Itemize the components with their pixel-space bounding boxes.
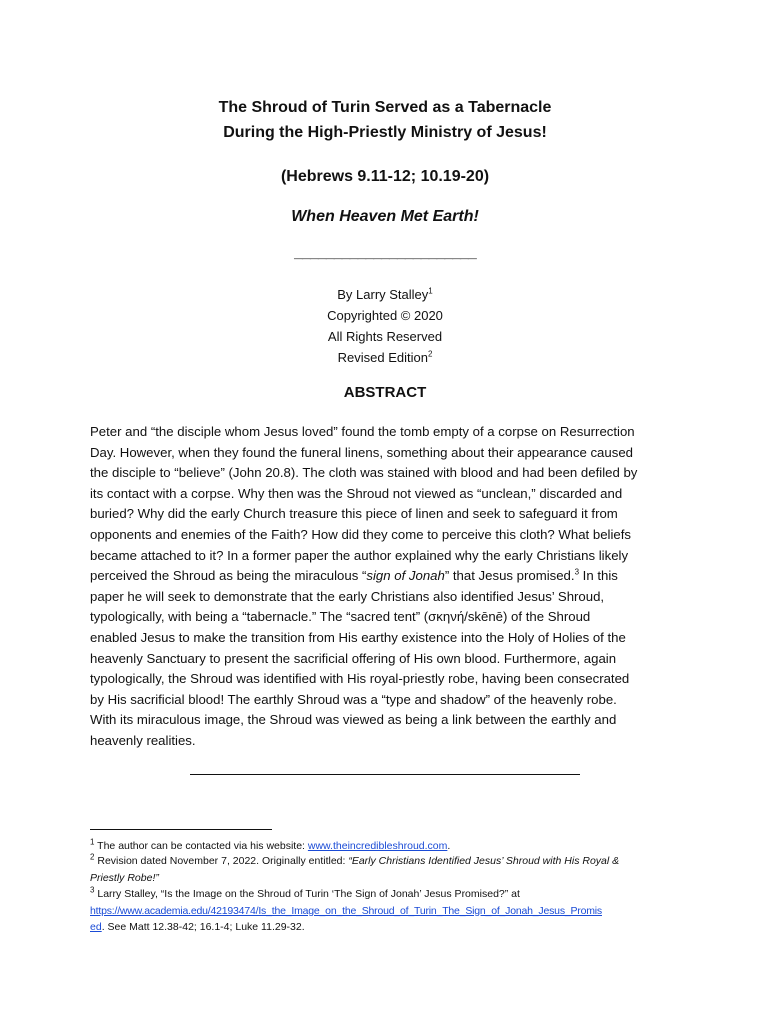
footnote-text: Revision dated November 7, 2022. Originally entitled:: [94, 855, 349, 867]
footnote-3: [90, 886, 690, 936]
footnote-2: [90, 853, 690, 886]
document-subtitle: When Heaven Met Earth!: [291, 208, 479, 225]
abstract-line: Day. However, when they found the funeral linens, something about their appearance caused: [90, 444, 633, 460]
abstract-line: Peter and “the disciple whom Jesus loved” found the tomb empty of a corpse on Resurrection: [90, 424, 635, 439]
abstract-line: heavenly Sanctuary to present the sacrificial offering of His own blood. Furthermore, again: [90, 650, 617, 666]
footnote-text: Larry Stalley, “Is the Image on the Shroud of Turin ‘The Sign of Jonah’ Jesus Promised?” at: [94, 888, 520, 900]
abstract-line: [90, 566, 678, 587]
abstract-line: typologically, with being a “tabernacle.” The “sacred tent” (σκηνή/skēnē) of the Shroud: [90, 609, 591, 625]
footnote-text: .: [447, 840, 451, 852]
footnote-number: 3: [90, 885, 95, 895]
academia-link-continued[interactable]: ed: [90, 921, 102, 933]
abstract-text: In this: [579, 568, 618, 584]
footnote-italic-text: Priestly Robe!”: [90, 871, 159, 884]
abstract-end-rule: [190, 774, 580, 775]
abstract-line: typologically, the Shroud was identified with His royal-priestly robe, having been consecrated: [90, 671, 630, 687]
footnote-ref-2[interactable]: 2: [427, 349, 433, 359]
abstract-line: the disciple to “believe” (John 20.8). The cloth was stained with blood and had been defiled by: [90, 465, 638, 481]
document-title: [0, 95, 770, 145]
abstract-line: With its miraculous image, the Shroud was viewed as being a link between the earthly and: [90, 712, 617, 728]
footnote-ref-1[interactable]: 1: [428, 286, 433, 296]
website-link[interactable]: www.theincredibleshroud.com: [307, 840, 448, 852]
abstract-line: paper he will seek to demonstrate that the early Christians also identified Jesus’ Shroud,: [90, 588, 605, 604]
abstract-line: its contact with a corpse. Why then was the Shroud not viewed as “unclean,” discarded and: [90, 485, 623, 501]
abstract-text: ” that Jesus promised.: [444, 568, 575, 584]
title-line-2: During the High-Priestly Ministry of Jesus!: [223, 124, 547, 141]
footnote-italic-text: “Early Christians Identified Jesus’ Shroud with His Royal &: [348, 855, 620, 867]
abstract-line: by His sacrificial blood! The earthly Shroud was a “type and shadow” of the heavenly robe.: [90, 691, 617, 707]
author-block: [0, 284, 770, 368]
title-separator: _______________________: [294, 244, 476, 261]
abstract-line: became attached to it? In a former paper the author explained why the early Christians likely: [90, 547, 629, 563]
footnote-text: The author can be contacted via his website:: [94, 840, 308, 852]
abstract-line: buried? Why did the early Church treasure this piece of linen and seek to safeguard it from: [90, 506, 618, 522]
abstract-text: perceived the Shroud as being the miraculous “: [90, 568, 367, 584]
rights-line: All Rights Reserved: [327, 329, 443, 344]
abstract-line: heavenly realities.: [90, 732, 196, 748]
abstract-line: opponents and enemies of the Faith? How did they come to perceive this cloth? What beliefs: [90, 526, 631, 542]
footnote-number: 2: [90, 852, 95, 862]
academia-link[interactable]: https://www.academia.edu/42193474/Is_the_Image_on_the_Shroud_of_Turin_The_Sign_of_Jonah_Jesus_Promis: [90, 904, 602, 917]
abstract-italic-text: sign of Jonah: [366, 568, 445, 584]
footnote-text: . See Matt 12.38-42; 16.1-4; Luke 11.29-32.: [101, 921, 305, 933]
edition-text: Revised Edition: [337, 350, 428, 365]
edition-line: [0, 347, 770, 368]
abstract-line: enabled Jesus to make the transition from His earthy existence into the Holy of Holies of the: [90, 629, 626, 645]
abstract-heading: ABSTRACT: [343, 384, 427, 401]
footnote-separator: [90, 829, 272, 830]
byline-text: By Larry Stalley: [337, 287, 429, 302]
copyright-line: Copyrighted © 2020: [327, 308, 443, 323]
footnote-ref-3[interactable]: 3: [574, 567, 580, 577]
abstract-body: [90, 422, 678, 752]
byline: [0, 284, 770, 305]
title-line-1: The Shroud of Turin Served as a Tabernacle: [218, 99, 552, 116]
scripture-references: (Hebrews 9.11-12; 10.19-20): [280, 168, 490, 185]
footnote-number: 1: [90, 837, 95, 847]
